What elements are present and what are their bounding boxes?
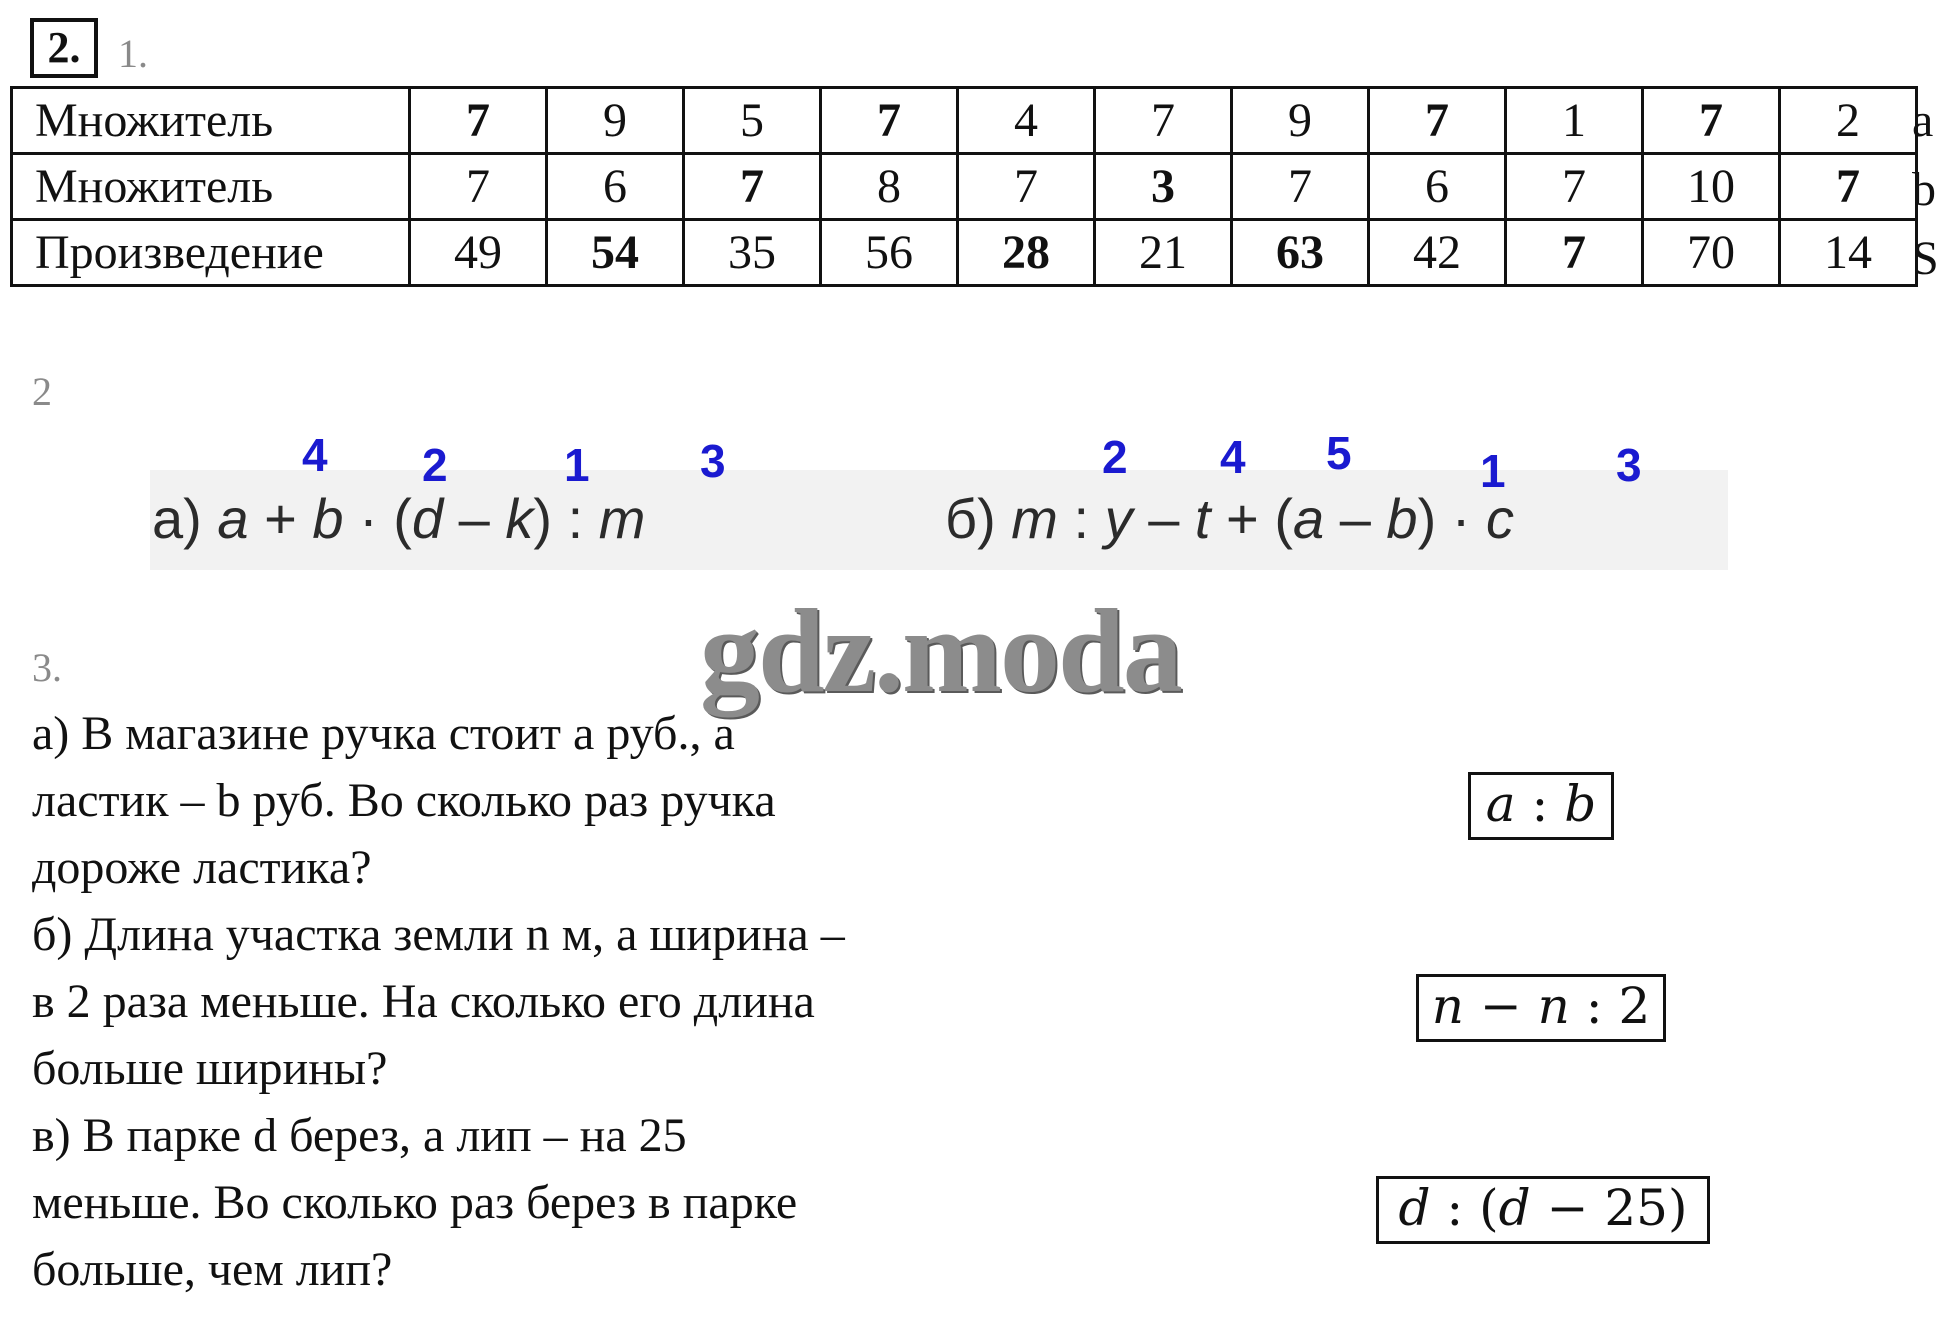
section-3-number: 3. [32,645,62,690]
order-b-plus: 5 [1326,427,1352,479]
table-cell: 4 [958,88,1095,154]
order-a-colon: 3 [700,435,726,487]
problem-c-line-1: в) В парке d берез, а лип – на 25 [32,1109,687,1162]
problem-c-line-3: больше, чем лип? [32,1243,393,1296]
row-label: Множитель [12,154,410,220]
table-cell: 5 [684,88,821,154]
order-a-minus: 1 [564,439,590,491]
table-cell: 7 [1506,154,1643,220]
table-cell: 14 [1780,220,1917,286]
table-row [12,154,1917,220]
table-cell: 7 [410,154,547,220]
order-b-colon: 2 [1102,431,1128,483]
answer-c-box: d : (d − 25) [1376,1176,1710,1244]
multiplication-table [10,86,1918,287]
table-cell: 7 [1232,154,1369,220]
section-1-number: 1. [118,31,148,76]
row-label: Множитель [12,88,410,154]
table-cell: 9 [1232,88,1369,154]
problem-b-line-3: больше ширины? [32,1042,388,1095]
table-cell: 28 [958,220,1095,286]
order-b-minus1: 4 [1220,431,1246,483]
table-cell: 56 [821,220,958,286]
table-cell: 6 [1369,154,1506,220]
answer-b-box: n − n : 2 [1416,974,1666,1042]
watermark: gdz.moda [700,584,1181,717]
problem-a-line-2: ластик – b руб. Во сколько раз ручка [32,774,776,827]
table-cell: 21 [1095,220,1232,286]
table-cell: 7 [1506,220,1643,286]
problem-a-line-1: а) В магазине ручка стоит a руб., а [32,707,735,760]
table-cell: 6 [547,154,684,220]
problem-b-line-1: б) Длина участка земли n м, а ширина – [32,908,845,961]
order-a-plus: 4 [302,429,328,481]
table-cell: 7 [1369,88,1506,154]
order-b-minus2: 1 [1480,445,1506,497]
table-cell: 35 [684,220,821,286]
table-cell: 7 [1095,88,1232,154]
table-row [12,88,1917,154]
row-var-a: a [1912,94,1934,147]
task-number: 2. [30,18,98,78]
table-cell: 70 [1643,220,1780,286]
section-2-number: 2 [32,369,52,414]
problem-a-line-3: дороже ластика? [32,841,372,894]
row-var-b: b [1912,163,1936,216]
table-cell: 7 [1780,154,1917,220]
table-cell: 1 [1506,88,1643,154]
table-cell: 54 [547,220,684,286]
table-cell: 7 [821,88,958,154]
table-cell: 3 [1095,154,1232,220]
problem-c-line-2: меньше. Во сколько раз берез в парке [32,1176,798,1229]
table-cell: 63 [1232,220,1369,286]
row-label: Произведение [12,220,410,286]
row-var-s: S [1912,232,1939,285]
table-cell: 8 [821,154,958,220]
table-cell: 7 [410,88,547,154]
expression-a: а) a + b · (d – k) : m [152,487,646,550]
table-cell: 7 [1643,88,1780,154]
table-cell: 49 [410,220,547,286]
table-cell: 7 [958,154,1095,220]
answer-a-box: a : b [1468,772,1614,840]
table-cell: 42 [1369,220,1506,286]
expression-b: б) m : y – t + (a – b) · c [945,487,1514,550]
table-cell: 9 [547,88,684,154]
table-cell: 10 [1643,154,1780,220]
word-problems [32,700,1052,1303]
table-cell: 7 [684,154,821,220]
table-row [12,220,1917,286]
order-a-dot: 2 [422,439,448,491]
table-cell: 2 [1780,88,1917,154]
order-b-dot: 3 [1616,439,1642,491]
problem-b-line-2: в 2 раза меньше. На сколько его длина [32,975,815,1028]
